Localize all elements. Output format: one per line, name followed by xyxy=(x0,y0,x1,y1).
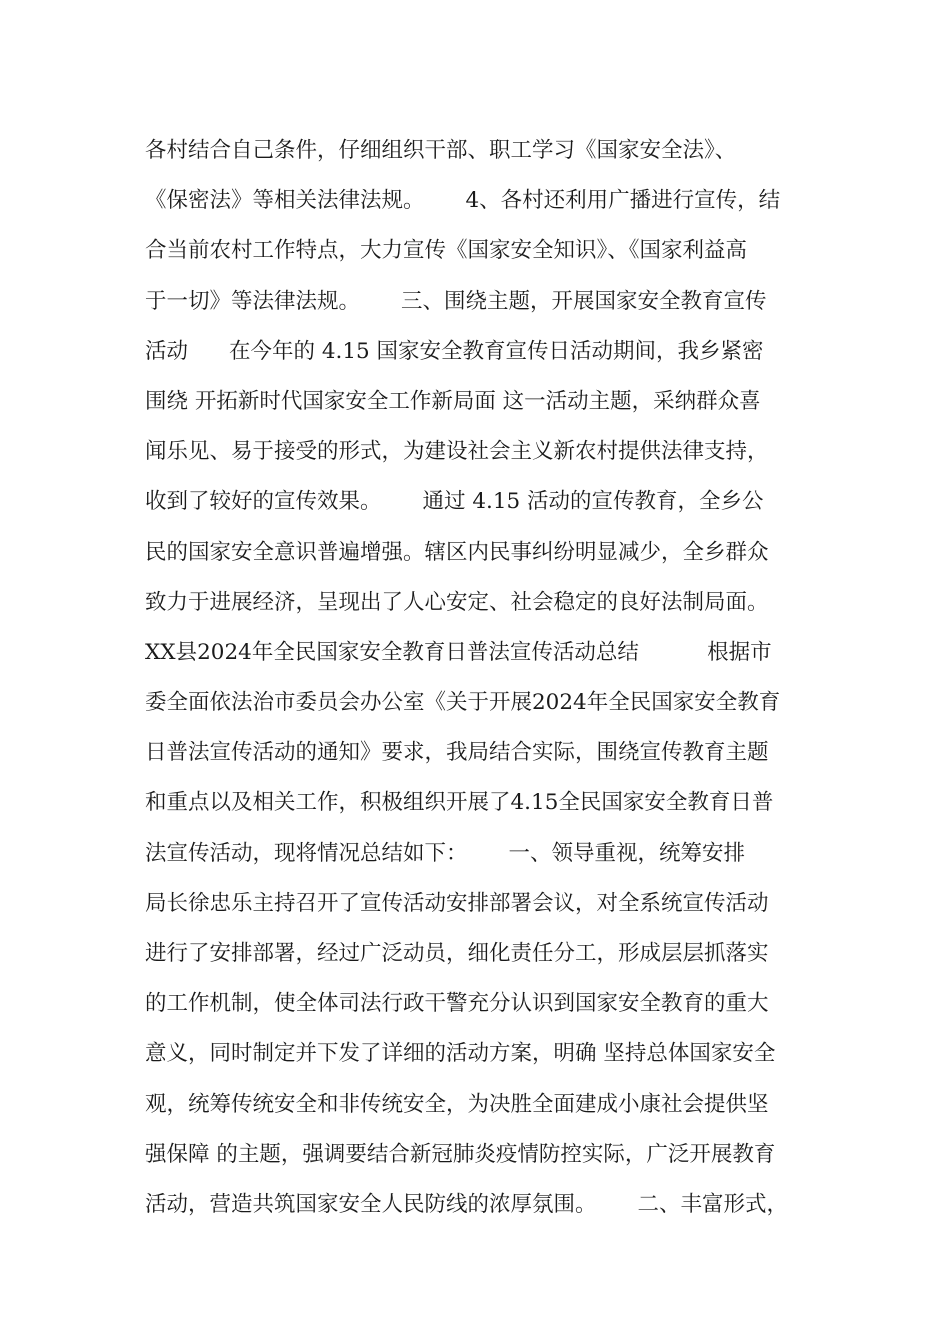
text-line: 观，统筹传统安全和非传统安全，为决胜全面建成小康社会提供坚 xyxy=(145,1091,769,1117)
text-line: 各村结合自己条件，仔细组织干部、职工学习《国家安全法》、 xyxy=(145,138,737,163)
text-line: 围绕 开拓新时代国家安全工作新局面 这一活动主题，采纳群众喜 xyxy=(145,388,761,414)
text-line: 收到了较好的宣传效果。 通过 4.15 活动的宣传教育，全乡公 xyxy=(145,489,764,515)
text-line: 活动 在今年的 4.15 国家安全教育宣传日活动期间，我乡紧密 xyxy=(145,338,764,364)
text-line: 强保障 的主题，强调要结合新冠肺炎疫情防控实际，广泛开展教育 xyxy=(145,1141,776,1167)
text-line: XX县2024年全民国家安全教育日普法宣传活动总结 根据市 xyxy=(145,639,772,665)
text-line: 于一切》等法律法规。 三、围绕主题，开展国家安全教育宣传 xyxy=(145,288,767,314)
document-body xyxy=(145,126,845,1230)
text-line: 民的国家安全意识普遍增强。辖区内民事纠纷明显减少，全乡群众 xyxy=(145,539,769,565)
text-line: 进行了安排部署，经过广泛动员，细化责任分工，形成层层抓落实 xyxy=(145,941,769,966)
text-line: 法宣传活动，现将情况总结如下： 一、领导重视，统筹安排 xyxy=(145,840,746,866)
text-line: 和重点以及相关工作，积极组织开展了4.15全民国家安全教育日普 xyxy=(145,790,774,816)
text-line: 活动，营造共筑国家安全人民防线的浓厚氛围。 二、丰富形式， xyxy=(145,1191,789,1217)
text-line: 意义，同时制定并下发了详细的活动方案，明确 坚持总体国家安全 xyxy=(145,1041,776,1067)
text-line: 《保密法》等相关法律法规。 4、各村还利用广播进行宣传，结 xyxy=(145,188,781,214)
text-line: 致力于进展经济，呈现出了人心安定、社会稳定的良好法制局面。 xyxy=(145,589,769,615)
text-line: 闻乐见、易于接受的形式，为建设社会主义新农村提供法律支持， xyxy=(145,439,769,465)
text-line: 日普法宣传活动的通知》要求，我局结合实际，围绕宣传教育主题 xyxy=(145,740,769,766)
text-line: 局长徐忠乐主持召开了宣传活动安排部署会议，对全系统宣传活动 xyxy=(145,890,769,916)
text-line: 的工作机制，使全体司法行政干警充分认识到国家安全教育的重大 xyxy=(145,991,769,1017)
text-line: 合当前农村工作特点，大力宣传《国家安全知识》、《国家利益高 xyxy=(145,238,748,264)
text-line: 委全面依法治市委员会办公室《关于开展2024年全民国家安全教育 xyxy=(145,690,781,716)
